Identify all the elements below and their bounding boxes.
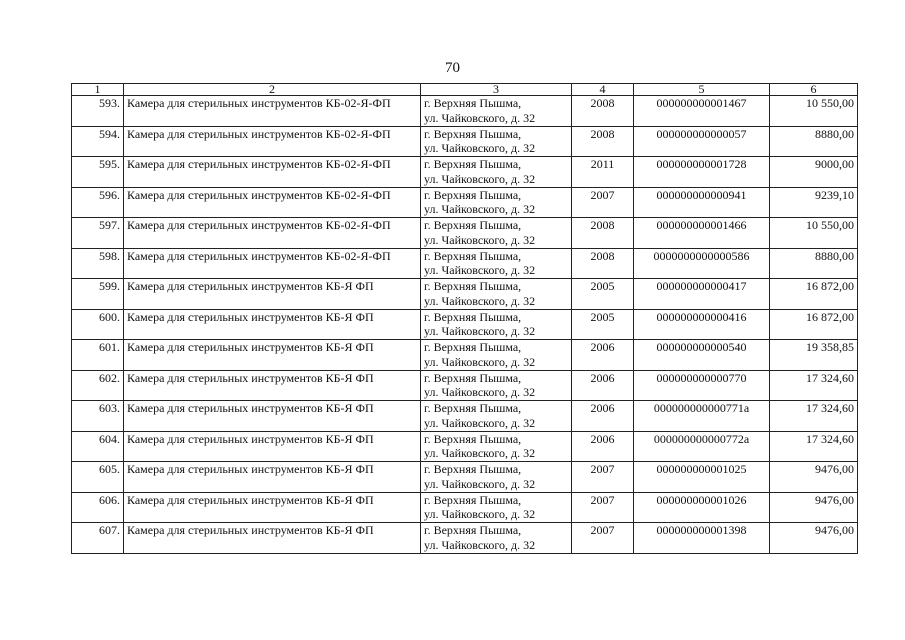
- inventory-number: 000000000001025: [634, 462, 770, 493]
- table-row: [72, 279, 858, 310]
- item-cost: 10 550,00: [770, 218, 858, 249]
- item-year: 2008: [572, 126, 634, 157]
- item-year: 2005: [572, 309, 634, 340]
- address-line-street: ул. Чайковского, д. 32: [424, 324, 536, 338]
- item-cost: 9476,00: [770, 462, 858, 493]
- address-line-street: ул. Чайковского, д. 32: [424, 476, 536, 491]
- row-number: 597.: [72, 218, 124, 249]
- table-row: [72, 309, 858, 340]
- item-year: 2007: [572, 187, 634, 218]
- item-cost: 8880,00: [770, 126, 858, 157]
- address-line-city: г. Верхняя Пышма,: [424, 126, 522, 141]
- table-row: [72, 248, 858, 279]
- row-number: 603.: [72, 401, 124, 432]
- address-line-city: г. Верхняя Пышма,: [424, 370, 522, 385]
- item-cost: 9476,00: [770, 492, 858, 523]
- address-line-city: г. Верхняя Пышма,: [424, 401, 522, 415]
- item-cost: 9476,00: [770, 523, 858, 554]
- item-address: [421, 309, 572, 340]
- address-line-city: г. Верхняя Пышма,: [424, 523, 522, 537]
- item-name: Камера для стерильных инструментов КБ-Я ФП: [124, 492, 421, 523]
- header-col-3: 3: [421, 84, 572, 96]
- address-line-street: ул. Чайковского, д. 32: [424, 232, 536, 247]
- item-name: Камера для стерильных инструментов КБ-Я ФП: [124, 401, 421, 432]
- address-line-street: ул. Чайковского, д. 32: [424, 110, 536, 125]
- item-year: 2007: [572, 462, 634, 493]
- address-line-street: ул. Чайковского, д. 32: [424, 141, 536, 155]
- inventory-number: 000000000001466: [634, 218, 770, 249]
- item-cost: 10 550,00: [770, 96, 858, 127]
- item-year: 2006: [572, 340, 634, 371]
- header-col-5: 5: [634, 84, 770, 96]
- property-registry-table: [71, 83, 858, 554]
- page-number: 70: [445, 60, 460, 76]
- item-year: 2008: [572, 218, 634, 249]
- address-line-street: ул. Чайковского, д. 32: [424, 537, 536, 552]
- table-row: [72, 340, 858, 371]
- inventory-number: 000000000000941: [634, 187, 770, 218]
- item-name: Камера для стерильных инструментов КБ-02-Я-ФП: [124, 248, 421, 279]
- inventory-number: 000000000000417: [634, 279, 770, 310]
- item-address: [421, 248, 572, 279]
- item-name: Камера для стерильных инструментов КБ-02-Я-ФП: [124, 187, 421, 218]
- inventory-number: 000000000001398: [634, 523, 770, 554]
- item-year: 2006: [572, 401, 634, 432]
- table-row: [72, 126, 858, 157]
- row-number: 604.: [72, 431, 124, 462]
- row-number: 599.: [72, 279, 124, 310]
- address-line-street: ул. Чайковского, д. 32: [424, 293, 536, 308]
- row-number: 594.: [72, 126, 124, 157]
- item-cost: 16 872,00: [770, 309, 858, 340]
- row-number: 606.: [72, 492, 124, 523]
- item-address: [421, 431, 572, 462]
- item-year: 2006: [572, 370, 634, 401]
- row-number: 598.: [72, 248, 124, 279]
- row-number: 595.: [72, 157, 124, 188]
- inventory-number: 000000000000540: [634, 340, 770, 371]
- address-line-street: ул. Чайковского, д. 32: [424, 446, 536, 460]
- address-line-city: г. Верхняя Пышма,: [424, 340, 522, 354]
- address-line-street: ул. Чайковского, д. 32: [424, 202, 536, 216]
- table-row: [72, 492, 858, 523]
- table-row: [72, 370, 858, 401]
- inventory-number: 000000000000770: [634, 370, 770, 401]
- item-year: 2008: [572, 248, 634, 279]
- item-year: 2007: [572, 492, 634, 523]
- item-name: Камера для стерильных инструментов КБ-Я ФП: [124, 340, 421, 371]
- address-line-street: ул. Чайковского, д. 32: [424, 385, 536, 399]
- table-row: [72, 218, 858, 249]
- inventory-number: 000000000000416: [634, 309, 770, 340]
- table-row: [72, 157, 858, 188]
- address-line-city: г. Верхняя Пышма,: [424, 96, 522, 110]
- table-row: [72, 523, 858, 554]
- item-year: 2006: [572, 431, 634, 462]
- item-address: [421, 279, 572, 310]
- item-name: Камера для стерильных инструментов КБ-02-Я-ФП: [124, 96, 421, 127]
- header-col-1: 1: [72, 84, 124, 96]
- item-cost: 19 358,85: [770, 340, 858, 371]
- inventory-number: 000000000001467: [634, 96, 770, 127]
- inventory-number: 000000000000057: [634, 126, 770, 157]
- item-address: [421, 462, 572, 493]
- address-line-city: г. Верхняя Пышма,: [424, 279, 522, 293]
- item-year: 2008: [572, 96, 634, 127]
- row-number: 602.: [72, 370, 124, 401]
- table-row: [72, 431, 858, 462]
- row-number: 605.: [72, 462, 124, 493]
- item-cost: 8880,00: [770, 248, 858, 279]
- item-cost: 17 324,60: [770, 431, 858, 462]
- item-address: [421, 187, 572, 218]
- item-name: Камера для стерильных инструментов КБ-02-Я-ФП: [124, 126, 421, 157]
- inventory-number: 0000000000000586: [634, 248, 770, 279]
- item-address: [421, 218, 572, 249]
- table-body: [72, 96, 858, 554]
- address-line-street: ул. Чайковского, д. 32: [424, 354, 536, 369]
- item-address: [421, 492, 572, 523]
- row-number: 601.: [72, 340, 124, 371]
- item-address: [421, 401, 572, 432]
- address-line-city: г. Верхняя Пышма,: [424, 218, 522, 232]
- address-line-street: ул. Чайковского, д. 32: [424, 171, 536, 186]
- item-name: Камера для стерильных инструментов КБ-Я ФП: [124, 431, 421, 462]
- table-row: [72, 187, 858, 218]
- table-row: [72, 401, 858, 432]
- address-line-city: г. Верхняя Пышма,: [424, 462, 522, 476]
- address-line-city: г. Верхняя Пышма,: [424, 492, 522, 507]
- row-number: 596.: [72, 187, 124, 218]
- inventory-number: 000000000000771a: [634, 401, 770, 432]
- address-line-street: ул. Чайковского, д. 32: [424, 507, 536, 521]
- item-year: 2007: [572, 523, 634, 554]
- header-col-2: 2: [124, 84, 421, 96]
- row-number: 593.: [72, 96, 124, 127]
- inventory-number: 000000000001026: [634, 492, 770, 523]
- address-line-city: г. Верхняя Пышма,: [424, 157, 522, 171]
- item-year: 2005: [572, 279, 634, 310]
- item-address: [421, 340, 572, 371]
- item-name: Камера для стерильных инструментов КБ-Я ФП: [124, 523, 421, 554]
- item-cost: 16 872,00: [770, 279, 858, 310]
- address-line-city: г. Верхняя Пышма,: [424, 309, 522, 324]
- item-cost: 17 324,60: [770, 401, 858, 432]
- item-cost: 9000,00: [770, 157, 858, 188]
- item-address: [421, 157, 572, 188]
- item-address: [421, 96, 572, 127]
- item-name: Камера для стерильных инструментов КБ-Я ФП: [124, 279, 421, 310]
- inventory-number: 000000000000772a: [634, 431, 770, 462]
- item-name: Камера для стерильных инструментов КБ-Я ФП: [124, 309, 421, 340]
- address-line-city: г. Верхняя Пышма,: [424, 431, 522, 446]
- item-name: Камера для стерильных инструментов КБ-Я ФП: [124, 370, 421, 401]
- item-address: [421, 523, 572, 554]
- address-line-street: ул. Чайковского, д. 32: [424, 263, 536, 277]
- header-col-6: 6: [770, 84, 858, 96]
- item-address: [421, 126, 572, 157]
- item-name: Камера для стерильных инструментов КБ-02-Я-ФП: [124, 157, 421, 188]
- header-col-4: 4: [572, 84, 634, 96]
- row-number: 600.: [72, 309, 124, 340]
- item-name: Камера для стерильных инструментов КБ-02-Я-ФП: [124, 218, 421, 249]
- address-line-city: г. Верхняя Пышма,: [424, 248, 522, 263]
- table-header-row: [72, 84, 858, 96]
- row-number: 607.: [72, 523, 124, 554]
- item-cost: 9239,10: [770, 187, 858, 218]
- item-address: [421, 370, 572, 401]
- table-row: [72, 462, 858, 493]
- inventory-number: 000000000001728: [634, 157, 770, 188]
- item-cost: 17 324,60: [770, 370, 858, 401]
- item-name: Камера для стерильных инструментов КБ-Я ФП: [124, 462, 421, 493]
- item-year: 2011: [572, 157, 634, 188]
- address-line-street: ул. Чайковского, д. 32: [424, 415, 536, 430]
- address-line-city: г. Верхняя Пышма,: [424, 187, 522, 202]
- table-row: [72, 96, 858, 127]
